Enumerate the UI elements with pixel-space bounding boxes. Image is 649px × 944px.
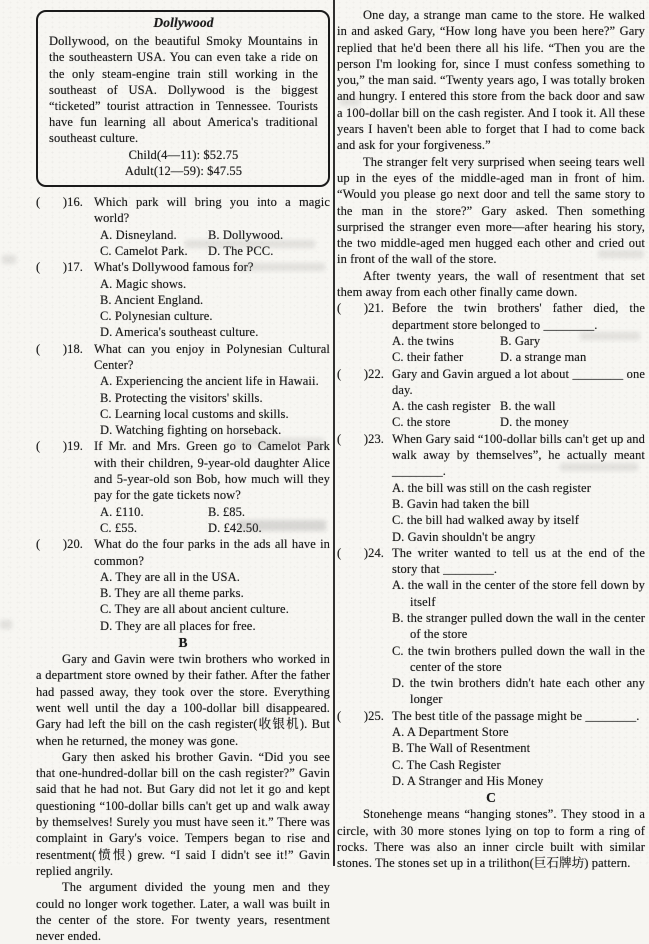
- left-column: [36, 10, 330, 944]
- question-21-option-d: D. a strange man: [500, 350, 587, 365]
- question-16-option-b: B. Dollywood.: [208, 227, 284, 242]
- question-24-option-c: C. the twin brothers pulled down the wall in the center of the store: [392, 643, 645, 674]
- question-22-option-c: C. the store: [392, 415, 451, 430]
- question-21-text: Before the twin brothers' father died, the department store belonged to ________.: [392, 301, 645, 332]
- passage-b-paragraph-3: The argument divided the young men and they could no longer work together. Later, a wall was built in the center of the store. For twenty years, resentment never ended.: [36, 880, 330, 944]
- question-19-option-c: C. £55.: [100, 520, 138, 535]
- question-19-option-d: D. £42.50.: [208, 520, 262, 535]
- question-25: [337, 708, 645, 789]
- question-24-option-a: A. the wall in the center of the store fell down by itself: [392, 578, 645, 609]
- question-23-option-b: B. Gavin had taken the bill: [392, 496, 530, 511]
- question-25-option-b: B. The Wall of Resentment: [392, 741, 531, 756]
- question-25-option-d: D. A Stranger and His Money: [392, 773, 544, 788]
- question-23-marker: ( )23.: [337, 431, 385, 446]
- question-24-marker: ( )24.: [337, 545, 385, 560]
- passage-b-paragraph-5: The stranger felt very surprised when seeing tears well up in the eyes of the middle-aged man in front of him. “Would you please go next door and tell the same story to the man in the store?” Gary asked. Then something surprised the stranger even more—after hearing his story, the two middle-aged men hugged each other and cried out in front of the wall of the store.: [337, 154, 645, 267]
- question-24: [337, 545, 645, 708]
- ad-body-text: Dollywood, on the beautiful Smoky Mountains in the southeastern USA. You can even take a ride on the only steam-engine train still working in the southeast of USA. Dollywood is the biggest “ticketed” tourist attraction in Tennessee. Tourists have fun learning all about America's traditional southeast culture.: [49, 34, 318, 146]
- question-19-option-a: A. £110.: [100, 504, 144, 519]
- ad-price-adult: Adult(12—59): $47.55: [124, 163, 243, 178]
- question-17-option-a: A. Magic shows.: [100, 276, 187, 291]
- bleed-through-artifact: [0, 620, 12, 629]
- passage-b-paragraph-4: One day, a strange man came to the store. He walked in and asked Gary, “How long have you been here?” Gary replied that he'd been there all his life. “Then you are the person I'm looking for, since I must confess something to you,” the man said. “Twenty years ago, I was totally broken and hungry. I entered this store from the back door and saw a 100-dollar bill on the cash register. And I took it. All these years I haven't been able to forget that I had to come back and ask for your forgiveness.”: [337, 8, 645, 153]
- question-18-option-a: A. Experiencing the ancient life in Hawaii.: [100, 374, 319, 389]
- question-21-option-c: C. their father: [392, 350, 464, 365]
- question-18-option-b: B. Protecting the visitors' skills.: [100, 390, 263, 405]
- ad-title: Dollywood: [153, 15, 214, 30]
- question-16-marker: ( )16.: [36, 195, 84, 210]
- question-24-text: The writer wanted to tell us at the end of the story that ________.: [392, 545, 645, 577]
- question-19-text: If Mr. and Mrs. Green go to Camelot Park with their children, 9-year-old daughter Alice and 5-year-old son Bob, how much will they pay for the gate tickets now?: [94, 439, 330, 503]
- question-25-text: The best title of the passage might be ________.: [392, 708, 640, 723]
- question-25-option-c: C. The Cash Register: [392, 757, 501, 772]
- question-21-option-b: B. Gary: [500, 333, 541, 348]
- question-24-option-b: B. the stranger pulled down the wall in the center of the store: [392, 610, 645, 642]
- question-16-option-a: A. Disneyland.: [100, 227, 177, 242]
- question-19: [36, 438, 330, 536]
- question-17-marker: ( )17.: [36, 260, 84, 275]
- question-19-marker: ( )19.: [36, 439, 84, 454]
- question-16-option-c: C. Camelot Park.: [100, 243, 188, 258]
- question-18-option-c: C. Learning local customs and skills.: [100, 406, 289, 421]
- passage-b-paragraph-2: Gary then asked his brother Gavin. “Did you see that one-hundred-dollar bill on the cash register?” Gavin said that he had not. But Gary did not let it go and kept questioning “100-dollar bills can't get up and walk away by themselves! Surely you must have seen it.” There was complaint in Gary's voice. Tempers began to rise and resentment(愤恨) grew. “I said I didn't see it!” Gavin replied angrily.: [36, 749, 330, 878]
- section-b-heading: B: [178, 635, 188, 651]
- bleed-through-artifact: [2, 255, 16, 264]
- question-17-option-b: B. Ancient England.: [100, 292, 204, 307]
- question-25-marker: ( )25.: [337, 708, 385, 723]
- ad-price-child: Child(4—11): $52.75: [128, 147, 239, 162]
- question-22-option-d: D. the money: [500, 415, 569, 430]
- question-22: [337, 366, 645, 431]
- section-c-heading: C: [486, 790, 496, 806]
- question-20-text: What do the four parks in the ads all have in common?: [94, 537, 330, 568]
- question-16-option-d: D. The PCC.: [208, 243, 274, 258]
- question-22-option-b: B. the wall: [500, 399, 556, 414]
- question-20-option-c: C. They are all about ancient culture.: [100, 602, 289, 617]
- question-22-marker: ( )22.: [337, 366, 385, 381]
- question-20-option-a: A. They are all in the USA.: [100, 569, 240, 584]
- question-22-option-a: A. the cash register: [392, 399, 491, 414]
- question-17-option-c: C. Polynesian culture.: [100, 309, 213, 324]
- passage-b-paragraph-1: Gary and Gavin were twin brothers who worked in a department store owned by their father. After the father had passed away, they took over the store. Everything went well until the day a 100-dollar bill disappeared. Gary had left the bill on the cash register(收银机). But when he returned, the money was gone.: [36, 652, 330, 748]
- question-23-text: When Gary said “100-dollar bills can't get up and walk away by themselves”, he actually meant ________.: [392, 431, 645, 479]
- question-21-option-a: A. the twins: [392, 333, 454, 348]
- question-25-option-a: A. A Department Store: [392, 725, 509, 740]
- dollywood-ad-box: [36, 10, 330, 187]
- question-17-option-d: D. America's southeast culture.: [100, 325, 259, 340]
- column-divider: [333, 0, 335, 866]
- question-23-option-c: C. the bill had walked away by itself: [392, 513, 579, 528]
- question-20-option-b: B. They are all theme parks.: [100, 586, 244, 601]
- question-16-text: Which park will bring you into a magic world?: [94, 195, 330, 226]
- passage-b-paragraph-6: After twenty years, the wall of resentment that set them away from each other finally came down.: [337, 268, 645, 300]
- question-23: [337, 431, 645, 545]
- question-18-option-d: D. Watching fighting on horseback.: [100, 423, 282, 438]
- question-18-marker: ( )18.: [36, 341, 84, 356]
- question-18: [36, 341, 330, 439]
- question-23-option-d: D. Gavin shouldn't be angry: [392, 529, 536, 544]
- question-20-marker: ( )20.: [36, 537, 84, 552]
- question-16: [36, 194, 330, 259]
- right-column: [337, 7, 645, 871]
- question-21-marker: ( )21.: [337, 301, 385, 316]
- question-19-option-b: B. £85.: [208, 504, 246, 519]
- question-21: [337, 300, 645, 365]
- question-22-text: Gary and Gavin argued a lot about ________ one day.: [392, 366, 645, 397]
- question-20-option-d: D. They are all places for free.: [100, 618, 256, 633]
- question-18-text: What can you enjoy in Polynesian Cultural Center?: [94, 341, 330, 372]
- question-17-text: What's Dollywood famous for?: [94, 260, 254, 275]
- question-20: [36, 536, 330, 634]
- question-17: [36, 259, 330, 340]
- passage-c-paragraph-1: Stonehenge means “hanging stones”. They stood in a circle, with 30 more stones lying on top to form a ring of rocks. There was also an inner circle built with similar stones. The stones set up in a trilithon(巨石牌坊) pattern.: [337, 807, 645, 871]
- question-24-option-d: D. the twin brothers didn't hate each other any longer: [392, 676, 645, 707]
- question-23-option-a: A. the bill was still on the cash register: [392, 480, 591, 495]
